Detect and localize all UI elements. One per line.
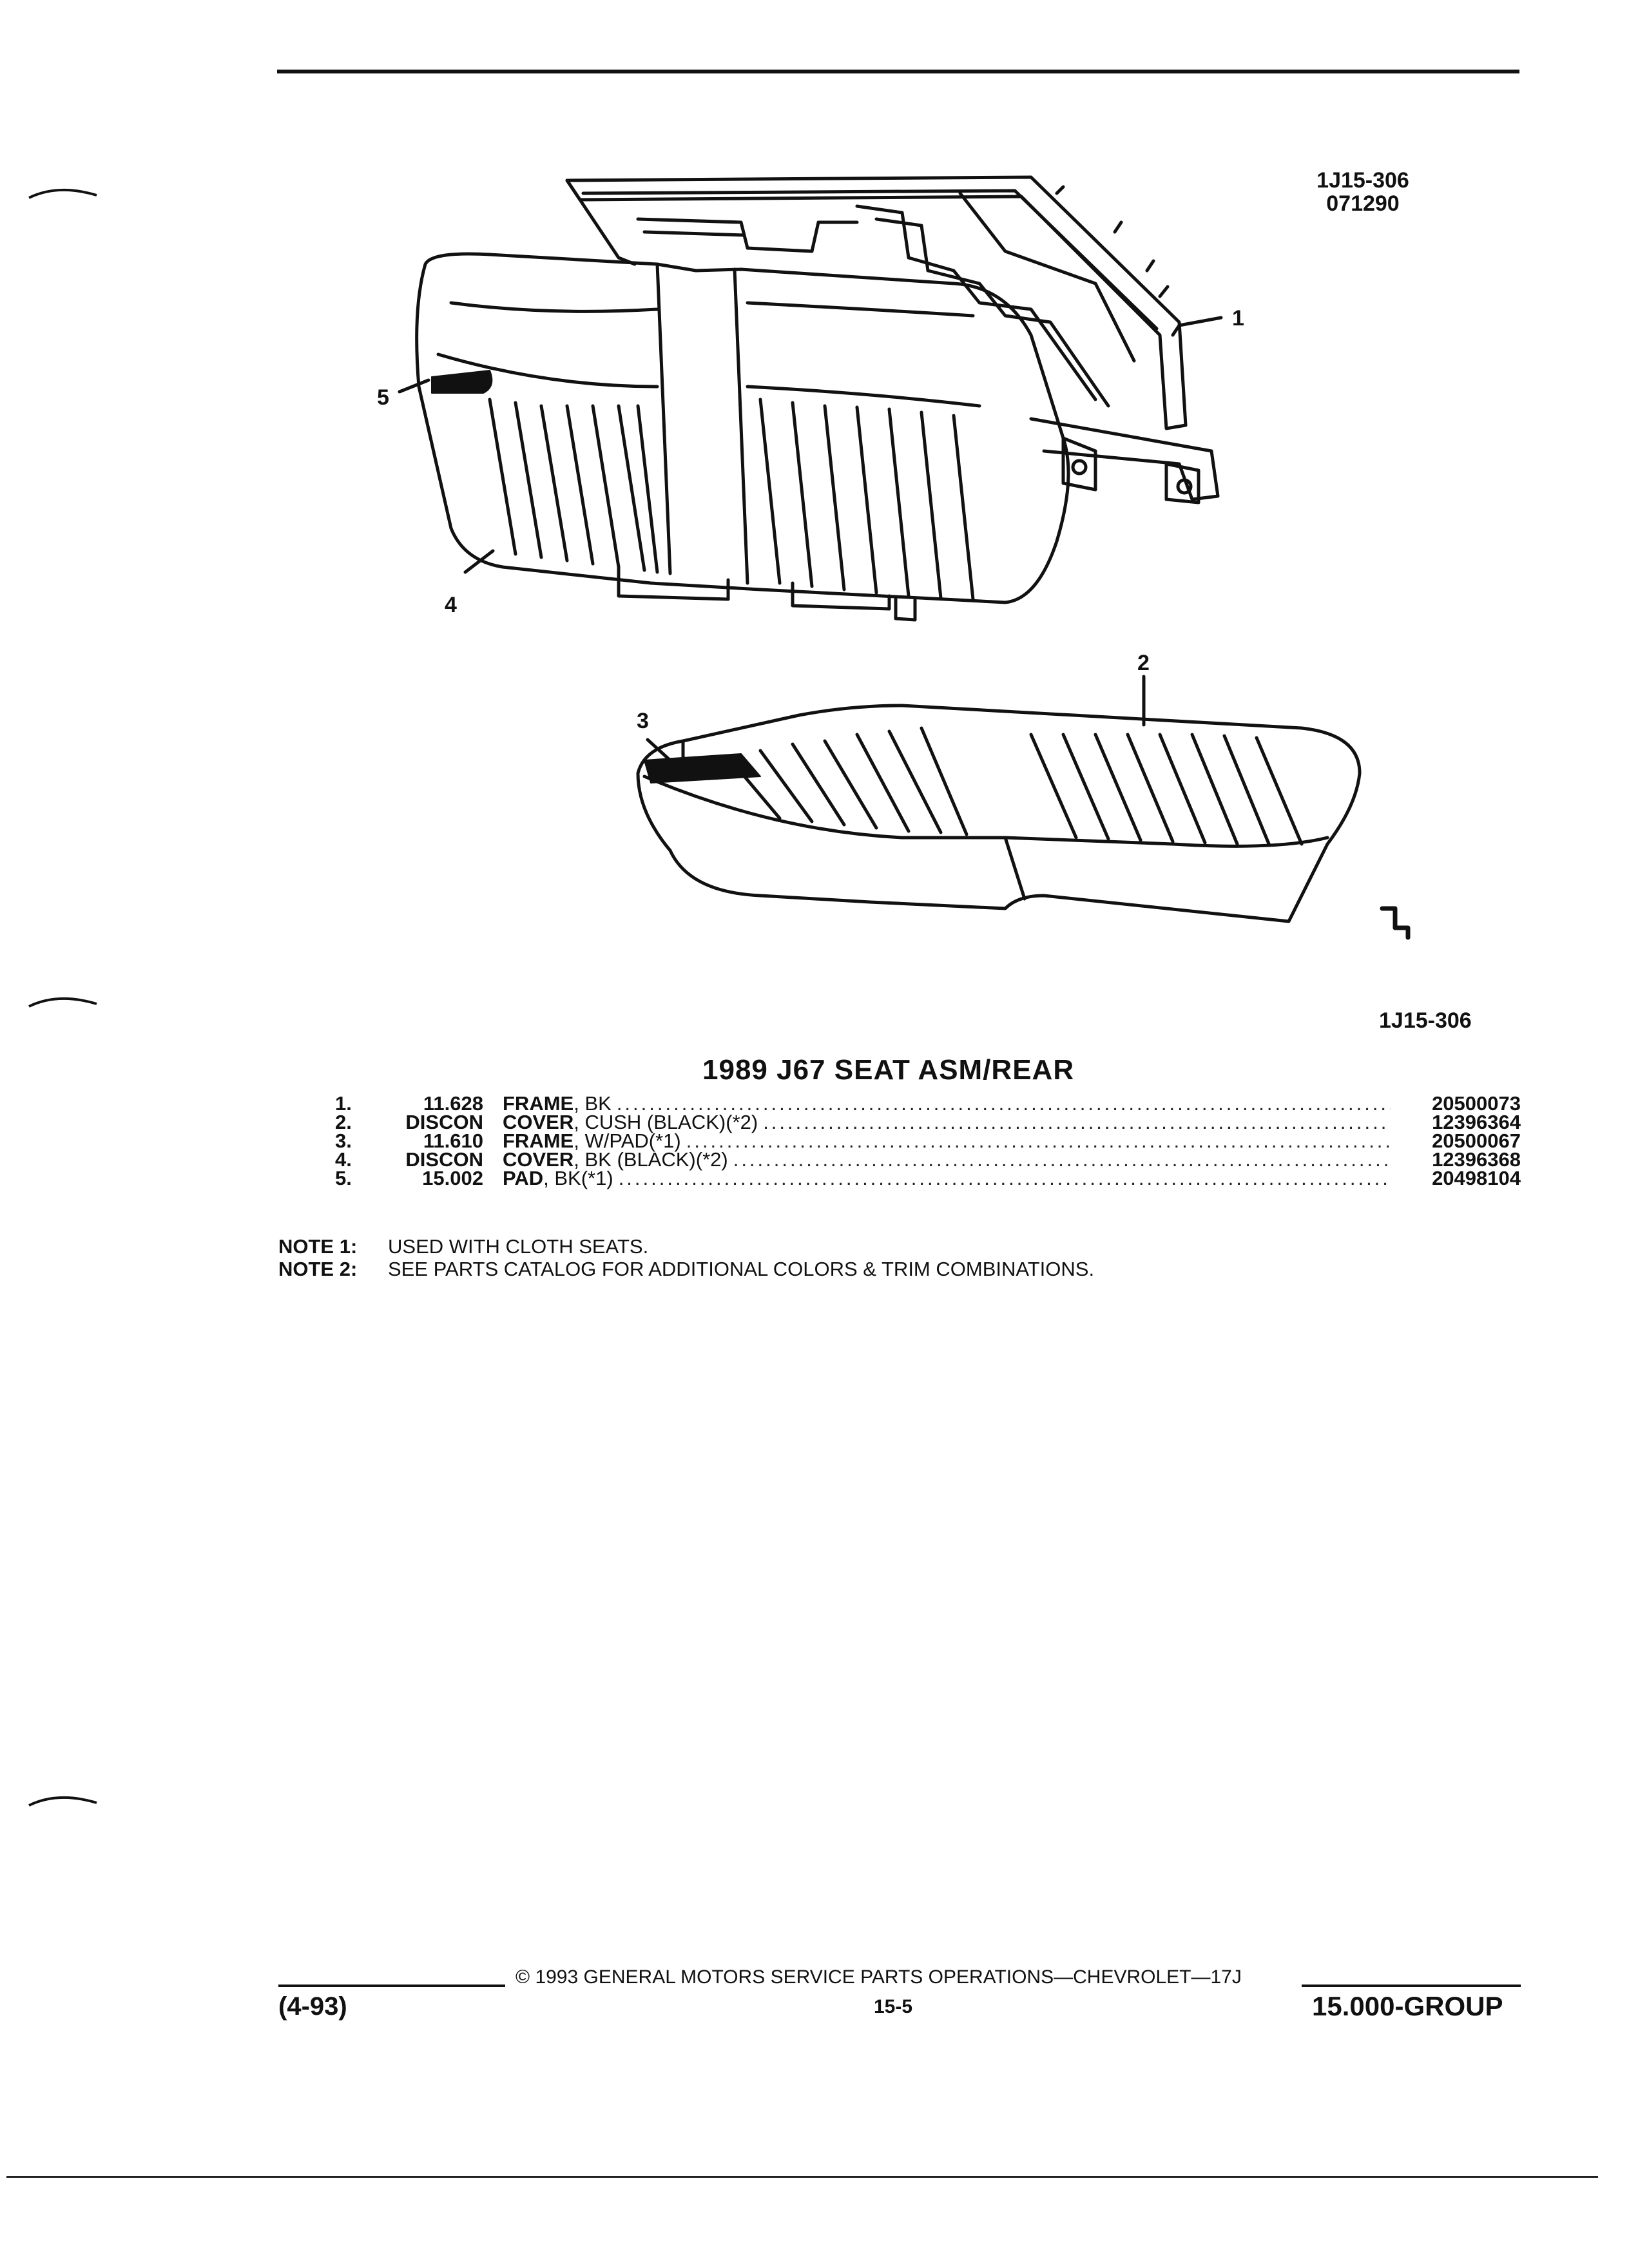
part-name: COVER — [503, 1148, 574, 1171]
item-number: 1. — [335, 1092, 352, 1115]
figure-id: 1J15-306 — [1316, 168, 1409, 193]
catalog-code: 11.628 — [423, 1092, 483, 1115]
part-detail: , W/PAD(*1) — [574, 1129, 681, 1152]
footer-rule-left — [278, 1984, 505, 1987]
part-number: 20500067 — [1432, 1129, 1521, 1152]
part-description — [483, 1094, 612, 1113]
notes — [278, 1235, 1094, 1280]
part-number: 20498104 — [1432, 1167, 1521, 1189]
part-number: 12396364 — [1432, 1111, 1521, 1133]
dot-leader — [681, 1131, 1391, 1150]
parts-list-row — [335, 1113, 1521, 1131]
catalog-code: DISCON — [405, 1148, 483, 1171]
item-number: 4. — [335, 1148, 352, 1171]
leader-line-3 — [648, 740, 670, 760]
parts-list — [335, 1094, 1521, 1187]
part-description — [483, 1131, 681, 1150]
dot-leader — [728, 1150, 1391, 1169]
dot-leader — [612, 1094, 1391, 1113]
dot-leader — [758, 1113, 1391, 1131]
item-number: 2. — [335, 1111, 352, 1133]
callout-5: 5 — [377, 385, 389, 410]
callout-4: 4 — [445, 593, 457, 617]
footer-date: (4-93) — [278, 1992, 347, 2021]
part-detail: , BK — [574, 1092, 612, 1115]
note-key: NOTE 1: — [278, 1235, 358, 1258]
corner-mark-icon — [1382, 908, 1408, 937]
part-detail: , BK (BLACK)(*2) — [574, 1148, 728, 1171]
figure-code-bottom: 1J15-306 — [1379, 1008, 1472, 1033]
dot-leader — [613, 1169, 1391, 1187]
catalog-code: 11.610 — [423, 1129, 483, 1152]
footer-rule-right — [1302, 1984, 1521, 1987]
parts-list-row — [335, 1094, 1521, 1113]
callout-2: 2 — [1137, 651, 1150, 675]
part-description — [483, 1150, 728, 1169]
part-detail: , CUSH (BLACK)(*2) — [574, 1111, 758, 1133]
note-text: USED WITH CLOTH SEATS. — [388, 1235, 649, 1258]
footer-copyright: © 1993 GENERAL MOTORS SERVICE PARTS OPERATIONS—CHEVROLET—17J — [516, 1966, 1242, 1988]
part-number: 12396368 — [1432, 1148, 1521, 1171]
seat-back-cover-drawing — [417, 254, 1068, 620]
callout-1: 1 — [1232, 306, 1244, 331]
note-text: SEE PARTS CATALOG FOR ADDITIONAL COLORS & TRIM COMBINATIONS. — [388, 1258, 1095, 1280]
bottom-rule — [6, 2176, 1598, 2178]
part-name: PAD — [503, 1167, 544, 1189]
leader-line-5 — [400, 380, 429, 392]
margin-mark — [26, 1791, 103, 1811]
callout-3: 3 — [637, 709, 649, 733]
catalog-code: 15.002 — [422, 1167, 483, 1189]
seat-cushion-drawing — [638, 706, 1360, 921]
note-key: NOTE 2: — [278, 1258, 358, 1280]
catalog-code: DISCON — [405, 1111, 483, 1133]
footer-page-number: 15-5 — [874, 1996, 913, 2017]
part-number: 20500073 — [1432, 1092, 1521, 1115]
note-2 — [278, 1258, 1094, 1280]
parts-list-row — [335, 1131, 1521, 1150]
note-1 — [278, 1235, 1094, 1258]
item-number: 3. — [335, 1129, 352, 1152]
seat-assembly-illustration — [0, 0, 1629, 1005]
parts-list-row — [335, 1150, 1521, 1169]
footer-group: 15.000-GROUP — [1312, 1991, 1503, 2021]
leader-line-1 — [1179, 318, 1221, 325]
part-description — [483, 1169, 613, 1187]
figure-date-code: 071290 — [1326, 191, 1400, 216]
part-name: FRAME — [503, 1129, 574, 1152]
part-description — [483, 1113, 758, 1131]
parts-list-row — [335, 1169, 1521, 1187]
part-detail: , BK(*1) — [543, 1167, 613, 1189]
part-name: COVER — [503, 1111, 574, 1133]
item-number: 5. — [335, 1167, 352, 1189]
page-title: 1989 J67 SEAT ASM/REAR — [702, 1054, 1075, 1086]
part-name: FRAME — [503, 1092, 574, 1115]
